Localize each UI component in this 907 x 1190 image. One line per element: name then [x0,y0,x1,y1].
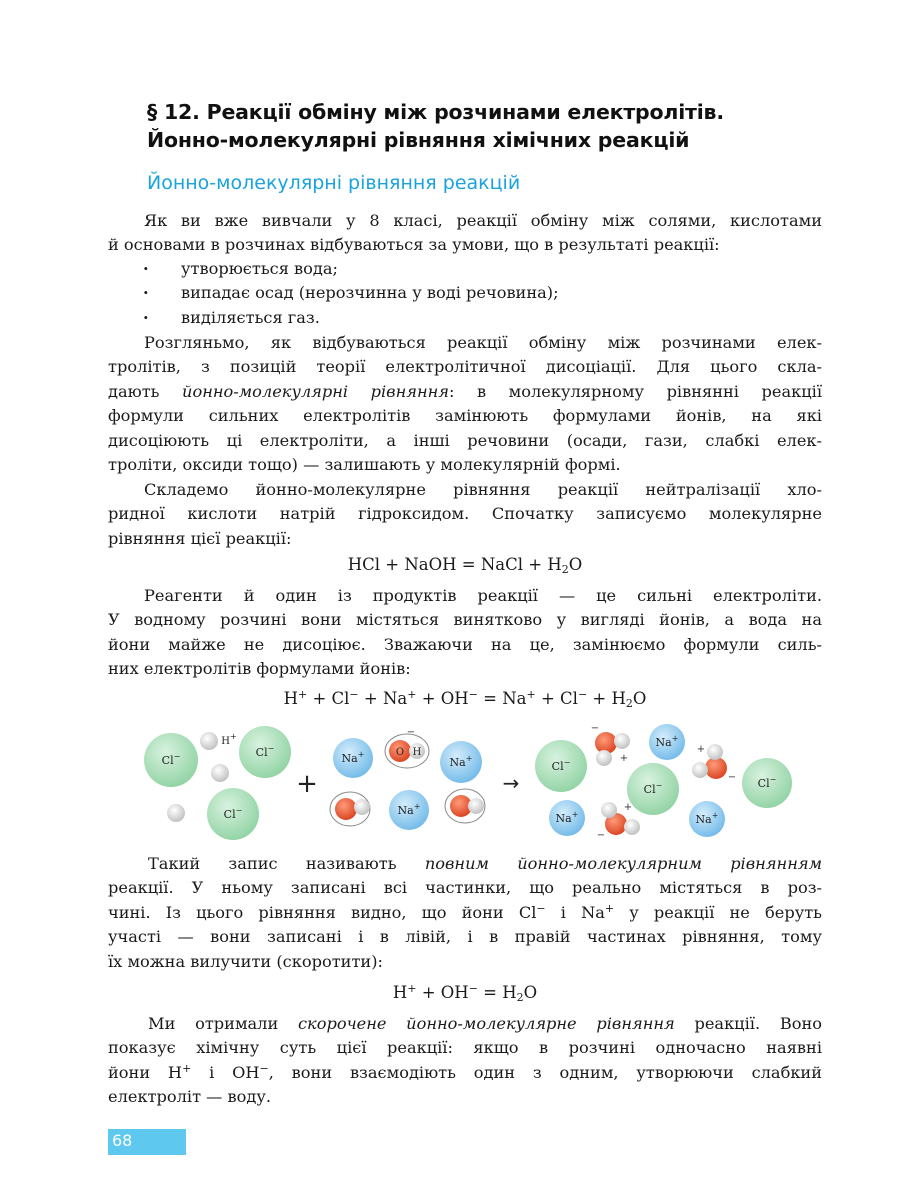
hydrogen-atom [692,762,708,778]
chloride-label: Cl− [757,775,777,790]
page-number-badge [108,1129,186,1155]
oxygen-atom [705,757,727,779]
text-line: й основами в розчинах відбуваються за умови, що в результаті реакції: [108,235,720,255]
text-line: показує хімічну суть цієї реакції: якщо в розчині одночасно наявні [108,1038,822,1058]
hydrogen-atom [354,799,370,815]
text-line: Складемо йонно-молекулярне рівняння реакції нейтралізації хло- [144,480,822,499]
plus-sign: + [296,769,318,799]
title-line-1: § 12. Реакції обміну між розчинами електролітів. [147,100,724,124]
molecular-equation: HCl + NaOH = NaCl + $H_2O$ [347,555,583,576]
charge-minus: − [596,830,606,841]
text-line: йони H+ і OH−, вони взаємодіють один з одним, утворюючи слабкий [108,1061,823,1082]
hydrogen-atom [601,802,617,818]
sodium-label: Na+ [695,811,719,826]
chloride-label: Cl− [643,781,663,796]
charge-plus: + [619,753,629,764]
text-line: Ми отримали скорочене йонно-молекулярне рівняння реакції. Воно [148,1014,822,1033]
section-heading: Йонно-молекулярні рівняння реакцій [147,172,521,194]
text-line: Як ви вже вивчали у 8 класі, реакції обміну між солями, кислотами [144,211,822,230]
bullet-dot-icon: · [143,259,149,278]
full-ionic-equation: $H^+ + Cl^- + Na^+ + OH^- = Na^+ + Cl^- + H_2O$ [283,688,647,710]
sodium-label: Na+ [397,802,421,817]
hydrogen-atom [707,744,723,760]
text-line: рівняння цієї реакції: [108,528,292,548]
paragraph-strong-electrolytes [108,584,822,682]
text-line: йони майже не дисоціює. Зважаючи на це, замінюємо формули силь- [108,634,822,654]
hydrogen-atom [614,733,630,749]
reaction-arrow-icon: → [502,771,520,795]
list-item: · виділяється газ. [143,306,559,330]
page-number: 68 [112,1131,133,1150]
text-line: формули сильних електролітів замінюють формулами йонів, на які [108,406,822,426]
text-line: ридної кислоти натрій гідроксидом. Спочатку записуємо молекулярне [108,504,822,524]
paragraph-short-equation [108,1012,822,1110]
text-line: Реагенти й один із продуктів реакції — це сильні електроліти. [144,586,822,605]
chloride-label: Cl− [255,744,275,759]
text-line: участі — вони записані і в лівій, і в правій частинах рівняння, тому [108,927,822,947]
charge-plus: + [696,744,706,755]
sodium-label: Na+ [449,754,473,769]
text-line: чині. Із цього рівняння видно, що йони Cl− і Na+ у реакції не беруть [108,901,822,922]
chloride-label: Cl− [551,758,571,773]
hydrogen-ion [211,764,229,782]
sodium-label: Na+ [655,734,679,749]
text-line: троліти, оксиди тощо) — залишають у молекулярній формі. [108,454,621,474]
bullet-dot-icon: · [143,283,149,303]
oxygen-atom [335,798,357,820]
hydrogen-ion [167,804,185,822]
hydrogen-label: H+ [221,732,237,747]
hydrogen-atom [596,750,612,766]
term-emphasis: йонно-молекулярні рівняння [182,381,450,401]
paragraph-full-equation [108,852,822,974]
paragraph-neutralization [108,478,822,551]
text-line: Такий запис називають повним йонно-молекулярним рівнянням [148,854,823,873]
title-line-2: Йонно-молекулярні рівняння хімічних реакцій [147,128,690,152]
list-item: · утворюється вода; [143,257,559,281]
term-emphasis: скорочене йонно-молекулярне рівняння [297,1014,675,1033]
oxygen-label: O [395,747,405,758]
sodium-label: Na+ [555,810,579,825]
ion-reaction-diagram [135,722,795,847]
paragraph-dissociation [108,331,822,477]
text-line: Розгляньмо, як відбуваються реакції обміну між розчинами елек- [144,333,822,352]
page-title [147,98,847,154]
hydrogen-atom [468,798,484,814]
hydrogen-atom [624,819,640,835]
bullet-dot-icon: · [143,307,149,327]
text-line: дисоціюють ці електроліти, а інші речовини (осади, гази, слабкі елек- [108,430,822,450]
list-item: · випадає осад (нерозчинна у воді речовина); [143,281,559,305]
hydrogen-label: H [412,747,422,758]
charge-plus: + [623,802,633,813]
text-line: дають йонно-молекулярні рівняння: в молекулярному рівнянні реакції [108,381,822,401]
term-emphasis: повним йонно-молекулярним рівнянням [424,854,823,873]
text-line: їх можна вилучити (скоротити): [108,951,383,971]
text-line: тролітів, з позицій теорії електролітичної дисоціації. Для цього скла- [108,357,822,377]
sodium-label: Na+ [341,750,365,765]
text-line: електроліт — воду. [108,1087,272,1107]
text-line: У водному розчині вони містяться винятково у вигляді йонів, а вода на [108,610,822,630]
chloride-label: Cl− [223,806,243,821]
hydrogen-ion [200,732,218,750]
chloride-label: Cl− [161,752,181,767]
charge-minus: − [590,723,600,734]
text-line: них електролітів формулами йонів: [108,659,411,679]
bullet-list [143,257,559,330]
charge-minus: − [727,772,737,783]
intro-paragraph [108,209,822,258]
charge-minus: − [406,727,416,738]
short-ionic-equation: $H^+ + OH^- = H_2O$ [392,982,538,1004]
diagram-layer [144,723,792,841]
text-line: реакції. У ньому записані всі частинки, що реально містяться в роз- [108,878,822,898]
